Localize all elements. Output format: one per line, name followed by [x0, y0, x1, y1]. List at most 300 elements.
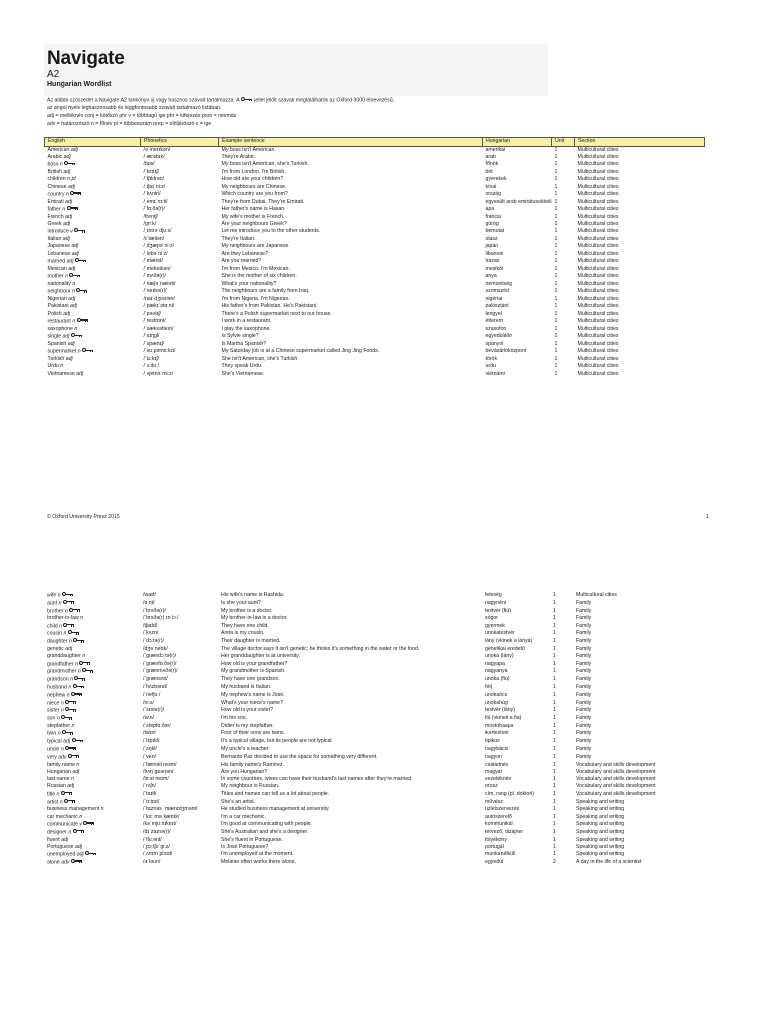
cell-section: Speaking and writing — [576, 843, 625, 850]
cell-phonetics: /ˈkʌzn/ — [143, 630, 159, 637]
cell-example: I'm a car mechanic. — [221, 813, 266, 820]
word: Japanese — [47, 243, 70, 250]
cell-phonetics: /dʒəˈnetɪk/ — [143, 646, 168, 653]
word: nationality — [47, 280, 71, 287]
cell-unit: 1 — [554, 161, 558, 168]
word: married — [47, 258, 66, 265]
cell-unit: 1 — [554, 213, 558, 220]
part-of-speech: adj — [66, 258, 74, 265]
cell-example: The neighbours are a family from Iraq. — [221, 288, 310, 295]
cell-phonetics: /ˈfɑːðə(r)/ — [143, 205, 165, 212]
cell-hungarian: férj — [485, 684, 493, 691]
cell-hungarian: mexikói — [485, 265, 504, 272]
cell-section: Multicultural cities — [577, 213, 619, 220]
part-of-speech: n — [63, 630, 67, 637]
table-row — [45, 161, 705, 169]
cell-unit: 1 — [553, 699, 556, 706]
part-of-speech: adj — [75, 843, 82, 850]
cell-unit: 1 — [553, 684, 556, 691]
cell-hungarian: autószerelő — [485, 813, 512, 820]
cell-phonetics: /ɪˈtæliən/ — [143, 236, 165, 243]
cell-unit: 1 — [554, 303, 558, 310]
cell-unit: 1 — [553, 798, 556, 805]
cell-unit: 1 — [554, 153, 558, 160]
cell-hungarian: unokaöcs — [485, 691, 508, 698]
cell-unit: 1 — [554, 146, 558, 153]
part-of-speech: n — [60, 707, 64, 714]
cell-unit: 1 — [554, 310, 558, 317]
cell-english — [45, 341, 141, 348]
cell-english — [45, 176, 141, 183]
oxford-key-icon — [85, 851, 97, 856]
cell-hungarian: gyerekek — [485, 176, 507, 183]
cell-section: Vocabulary and skills development — [576, 776, 656, 783]
cell-hungarian: urdu — [485, 363, 496, 370]
table-row — [45, 236, 705, 243]
oxford-key-icon — [77, 318, 89, 323]
word: children — [47, 176, 66, 183]
table-row — [44, 707, 703, 715]
cell-english — [44, 608, 140, 616]
word: neighbour — [47, 288, 71, 295]
cell-unit: 1 — [554, 273, 558, 280]
cell-hungarian: folyékony — [485, 836, 507, 843]
cell-hungarian: brit — [485, 168, 493, 175]
word: British — [47, 168, 62, 175]
word: Greek — [47, 221, 62, 228]
cell-hungarian: apa — [485, 205, 495, 212]
cell-unit: 1 — [553, 615, 556, 622]
word: mother — [47, 273, 64, 280]
cell-phonetics: /ˈbɪznəs ˈmænɪdʒmənt/ — [143, 806, 198, 813]
oxford-key-icon — [82, 348, 94, 353]
part-of-speech: adj — [63, 221, 71, 228]
cell-unit: 1 — [554, 288, 558, 295]
cell-phonetics: /ˈtʃɪldrən/ — [143, 176, 165, 183]
cell-unit: 1 — [554, 190, 558, 197]
oxford-key-icon — [71, 859, 83, 864]
doc-level: A2 — [47, 69, 60, 80]
cell-hungarian: spanyol — [485, 340, 504, 347]
cell-hungarian: török — [485, 355, 498, 362]
part-of-speech: n — [79, 813, 83, 820]
cell-english — [44, 630, 140, 638]
cell-hungarian: genetikai eredetű — [485, 646, 525, 653]
table-row — [44, 615, 703, 622]
cell-hungarian: arab — [485, 153, 496, 160]
cell-phonetics: /ˌnæʃəˈnæləti/ — [143, 280, 176, 287]
cell-section: Multicultural cities — [577, 288, 619, 295]
cell-hungarian: fiú (vkinek a fia) — [485, 715, 522, 722]
table-row — [45, 266, 705, 273]
col-header-hungarian: Hungarian — [483, 138, 552, 147]
cell-hungarian: kommunikál — [485, 820, 513, 827]
table-row — [44, 600, 703, 608]
cell-section: Multicultural cities — [577, 265, 619, 272]
cell-example: My uncle's a teacher. — [221, 745, 270, 752]
table-row — [44, 638, 703, 646]
cell-hungarian: ország — [485, 190, 502, 197]
col-header-unit: Unit — [552, 138, 575, 147]
cell-english — [45, 214, 141, 221]
word: niece — [47, 700, 60, 707]
cell-hungarian: vezetéknév — [485, 776, 512, 783]
part-of-speech: adj — [72, 768, 80, 775]
cell-unit: 1 — [553, 638, 556, 645]
oxford-key-icon — [62, 592, 74, 597]
cell-phonetics: /ˈɡrænfɑːðə(r)/ — [143, 660, 177, 667]
cell-hungarian: vietnámi — [485, 370, 505, 377]
cell-section: Family — [576, 730, 592, 737]
cell-phonetics: /ˈɡrændɔːtə(r)/ — [143, 653, 177, 660]
cell-hungarian: nagybácsi — [485, 745, 509, 752]
cell-phonetics: /ˈbrɪtɪʃ/ — [143, 168, 160, 175]
cell-english — [44, 615, 140, 622]
cell-example: It's a typical village, but its people are not typical. — [221, 738, 334, 745]
cell-section: Multicultural cities — [577, 176, 619, 183]
part-of-speech: n — [68, 829, 72, 836]
word: brother-in-law — [47, 615, 79, 622]
table-row — [44, 608, 703, 616]
cell-example: His wife's name is Rashida. — [221, 592, 285, 598]
cell-phonetics: /ˈmærid/ — [143, 258, 163, 265]
table-row — [45, 311, 705, 318]
table-row — [44, 762, 703, 769]
cell-section: Multicultural cities — [577, 296, 619, 303]
cell-example: My husband is Italian. — [221, 684, 272, 691]
cell-phonetics: /twɪn/ — [143, 730, 156, 737]
cell-example: I'm from London. I'm British. — [221, 168, 286, 175]
cell-section: Family — [576, 745, 592, 752]
cell-phonetics: /ˈtɜːkɪʃ/ — [143, 355, 159, 362]
cell-section: Family — [576, 653, 592, 660]
cell-example: Bernardo Paz decided to use the space for something very different. — [221, 753, 378, 760]
table-row — [44, 821, 703, 829]
word: last name — [47, 776, 70, 783]
cell-section: Multicultural cities — [577, 221, 619, 228]
cell-section: Vocabulary and skills development — [576, 783, 656, 790]
cell-phonetics: /əˈləʊn/ — [143, 858, 161, 865]
wordlist-table-page1 — [44, 137, 705, 378]
cell-english — [44, 723, 140, 730]
word: communicate — [47, 821, 78, 828]
cell-phonetics: /ˈærəbɪk/ — [143, 153, 165, 160]
cell-section: Multicultural cities — [577, 161, 619, 168]
cell-section: Multicultural cities — [577, 228, 619, 235]
cell-section: Family — [576, 646, 592, 653]
table-row — [45, 326, 705, 333]
cell-phonetics: /ˈkʌntri/ — [143, 190, 161, 197]
cell-hungarian: lengyel — [485, 310, 502, 317]
cell-english — [44, 746, 140, 754]
word: son — [47, 715, 56, 722]
cell-unit: 1 — [554, 205, 558, 212]
oxford-key-icon — [61, 791, 73, 796]
part-of-speech: n — [68, 684, 72, 691]
cell-unit: 1 — [553, 783, 556, 790]
part-of-speech: n — [59, 161, 63, 168]
cell-english — [44, 783, 140, 790]
cell-phonetics: /ˈɡrænmʌðə(r)/ — [143, 668, 178, 675]
cell-section: Multicultural cities — [577, 258, 619, 265]
cell-phonetics: /ˌɪntrəˈdjuːs/ — [143, 228, 172, 235]
word: typical — [47, 738, 62, 745]
cell-phonetics: /ɑːnt/ — [143, 599, 155, 606]
cell-phonetics: /ˌʌnɪmˈplɔɪd/ — [143, 851, 173, 858]
cell-section: Speaking and writing — [576, 851, 625, 858]
oxford-key-icon — [63, 600, 75, 605]
part-of-speech: adj — [68, 183, 75, 190]
part-of-speech: adj — [63, 738, 71, 745]
cell-unit: 1 — [553, 828, 556, 835]
oxford-key-icon — [74, 676, 86, 681]
oxford-key-icon — [70, 191, 82, 196]
part-of-speech: adj — [76, 851, 84, 858]
cell-phonetics: /əˈmerɪkən/ — [143, 146, 171, 153]
page-number: 1 — [706, 514, 709, 520]
part-of-speech: n — [72, 318, 76, 325]
cell-english — [45, 228, 141, 236]
cell-english — [44, 661, 140, 669]
cell-example: I'm his son. — [221, 715, 248, 722]
part-of-speech: n — [77, 668, 81, 675]
table-row — [44, 837, 703, 844]
cell-hungarian: testvér (fiú) — [485, 607, 511, 614]
table-row — [45, 221, 705, 228]
cell-example: They're Arabic. — [221, 153, 256, 160]
part-of-speech: adv — [58, 754, 67, 761]
cell-section: Family — [576, 622, 592, 629]
cell-unit: 1 — [553, 607, 556, 614]
cell-example: Is Martha Spanish? — [221, 340, 267, 347]
cell-example: I work in a restaurant. — [221, 317, 272, 324]
cell-example: She's Vietnamese. — [221, 370, 265, 377]
word: boss — [47, 161, 59, 168]
cell-example: My brother is a doctor. — [221, 607, 273, 614]
word: father — [47, 206, 61, 213]
table-row — [45, 348, 705, 356]
cell-hungarian: gyermek — [485, 622, 505, 629]
word: Hungarian — [47, 768, 71, 775]
part-of-speech: n — [72, 280, 76, 287]
cell-phonetics: /ˈʌŋkl/ — [143, 745, 157, 752]
oxford-key-icon — [75, 258, 87, 263]
word: Chinese — [47, 183, 67, 190]
table-row — [45, 341, 705, 348]
word: artist — [47, 799, 59, 806]
table-row — [45, 214, 705, 221]
part-of-speech: n — [71, 723, 75, 730]
cell-section: Vocabulary and skills development — [576, 790, 656, 797]
cell-hungarian: sógor — [485, 615, 498, 622]
cell-english — [44, 799, 140, 807]
cell-unit: 1 — [554, 243, 558, 250]
cell-section: Family — [576, 699, 592, 706]
cell-english — [44, 676, 140, 684]
cell-section: Multicultural cities — [577, 340, 619, 347]
cell-english — [44, 623, 140, 631]
cell-hungarian: feleség — [485, 592, 502, 598]
col-header-english: English — [45, 138, 141, 147]
table-row — [44, 806, 703, 813]
cell-unit: 1 — [553, 851, 556, 858]
word: car mechanic — [47, 813, 78, 820]
cell-english — [45, 251, 141, 258]
cell-phonetics: /ˌvjetnəˈmiːz/ — [143, 370, 174, 377]
part-of-speech: n — [66, 692, 70, 699]
cell-example: What's your nationality? — [221, 280, 277, 287]
table-row — [45, 243, 705, 250]
part-of-speech: n — [65, 191, 69, 198]
cell-phonetics: /frentʃ/ — [143, 213, 158, 220]
cell-hungarian: nigériai — [485, 296, 503, 303]
cell-english — [45, 169, 141, 176]
cell-phonetics: /dɪˈzaɪnə(r)/ — [143, 828, 171, 835]
cell-english — [45, 161, 141, 169]
cell-example: My neighbours are Japanese. — [221, 243, 290, 250]
cell-section: Multicultural cities — [577, 303, 619, 310]
word: grandson — [47, 676, 69, 683]
cell-hungarian: nagynéni — [485, 599, 507, 606]
oxford-key-icon — [65, 700, 77, 705]
table-row — [45, 318, 705, 326]
cell-unit: 1 — [554, 370, 558, 377]
table-row — [45, 146, 705, 154]
word: American — [47, 146, 70, 153]
cell-unit: 1 — [553, 622, 556, 629]
cell-phonetics: /ˈmeksɪkən/ — [143, 265, 171, 272]
cell-example: The village doctor says it isn't genetic; he thinks it's something in the water or the food. — [221, 646, 420, 653]
oxford-key-icon — [73, 684, 85, 689]
cell-hungarian: orosz — [485, 783, 498, 790]
cell-example: She's an artist. — [221, 798, 256, 805]
intro-line-2: az angol nyelv leghasznosabb és leggfontosabb szavait tartalmazó listában. — [47, 105, 222, 112]
part-of-speech: n — [74, 325, 78, 332]
cell-section: Family — [576, 607, 592, 614]
cell-phonetics: /ˈnefjuː/ — [143, 691, 161, 698]
oxford-key-icon — [68, 630, 80, 635]
cell-unit: 1 — [553, 660, 556, 667]
cell-english — [45, 221, 141, 228]
cell-example: They're Italian. — [221, 236, 256, 243]
cell-example: Are you Hungarian? — [221, 768, 268, 775]
table-row — [44, 692, 703, 700]
cell-unit: 1 — [553, 715, 556, 722]
cell-unit: 1 — [554, 198, 558, 205]
cell-unit: 1 — [554, 363, 558, 370]
cell-hungarian: mostohaapa — [485, 723, 514, 730]
part-of-speech: adj — [62, 236, 70, 243]
cell-phonetics: /sʌn/ — [143, 715, 154, 722]
oxford-key-icon — [76, 288, 88, 293]
cell-section: Speaking and writing — [576, 798, 625, 805]
table-row — [45, 191, 705, 199]
cell-unit: 1 — [554, 348, 558, 355]
cell-phonetics: /bɒs/ — [143, 161, 155, 168]
part-of-speech: adj — [71, 243, 79, 250]
cell-hungarian: görög — [485, 221, 499, 228]
part-of-speech: n — [65, 273, 68, 280]
cell-phonetics: /ˈrestrɒnt/ — [143, 317, 166, 324]
cell-phonetics: /ˈfluːənt/ — [143, 836, 162, 843]
cell-section: Multicultural cities — [577, 317, 619, 324]
cell-english — [45, 363, 141, 370]
table-row — [44, 814, 703, 821]
word: brother — [47, 608, 64, 615]
oxford-key-icon — [64, 799, 76, 804]
word: title — [47, 791, 56, 798]
cell-example: I'm good at communicating with people. — [221, 820, 312, 827]
cell-phonetics: /ˈstepfɑːðər/ — [143, 723, 171, 730]
cell-english — [45, 206, 141, 214]
word: single — [47, 333, 62, 340]
cell-phonetics: /waɪf/ — [143, 592, 156, 598]
table-row — [45, 228, 705, 236]
cell-unit: 1 — [554, 236, 558, 243]
cell-unit: 1 — [554, 250, 558, 257]
cell-unit: 1 — [553, 691, 556, 698]
cell-section: A day in the life of a scientist — [576, 858, 642, 865]
cell-example: My neighbours are Chinese. — [221, 183, 287, 190]
cell-example: My boss isn't American. — [221, 146, 276, 153]
cell-example: Anna is my cousin. — [221, 630, 265, 637]
cell-hungarian: kínai — [485, 183, 497, 190]
cell-english — [44, 776, 140, 783]
cell-hungarian: nemzetiség — [485, 280, 513, 287]
cell-english — [45, 236, 141, 243]
table-row — [44, 754, 703, 762]
cell-phonetics: /ˈsuːpəmɑːkɪt/ — [143, 348, 176, 355]
cell-english — [45, 326, 141, 333]
part-of-speech: adj — [70, 146, 78, 153]
cell-example: How old is your grandfather? — [221, 660, 288, 667]
cell-english — [44, 738, 140, 746]
cell-phonetics: /ˌpɔːtʃʊˈɡiːz/ — [143, 843, 170, 850]
cell-hungarian: portugál — [485, 843, 504, 850]
cell-unit: 1 — [553, 843, 556, 850]
cell-section: Multicultural cities — [577, 348, 619, 355]
cell-hungarian: tipikus — [485, 738, 500, 745]
table-row — [44, 668, 703, 676]
word: Russian — [47, 783, 66, 790]
cell-hungarian: szomszéd — [485, 288, 509, 295]
cell-unit: 1 — [553, 813, 556, 820]
part-of-speech: n — [76, 761, 80, 768]
oxford-key-icon — [63, 623, 75, 628]
cell-example: Her father's name is Hasan. — [221, 205, 286, 212]
cell-section: Family — [576, 738, 592, 745]
cell-unit: 1 — [554, 280, 558, 287]
word: country — [47, 191, 65, 198]
part-of-speech: adv — [61, 859, 70, 866]
cell-section: Family — [576, 684, 592, 691]
table-row — [45, 356, 705, 363]
word: grandmother — [47, 668, 77, 675]
cell-english — [45, 273, 141, 281]
cell-section: Family — [576, 599, 592, 606]
part-of-speech: n — [56, 715, 60, 722]
cell-example: There's a Polish supermarket next to our house. — [221, 310, 332, 317]
part-of-speech: n — [57, 730, 61, 737]
cell-hungarian: francia — [485, 213, 502, 220]
cell-english — [44, 684, 140, 692]
cell-section: Multicultural cities — [577, 205, 619, 212]
part-of-speech: n — [59, 623, 63, 630]
cell-example: They have one child. — [221, 622, 269, 629]
table-row — [45, 303, 705, 310]
cell-english — [44, 844, 140, 851]
word: uncle — [47, 746, 60, 753]
